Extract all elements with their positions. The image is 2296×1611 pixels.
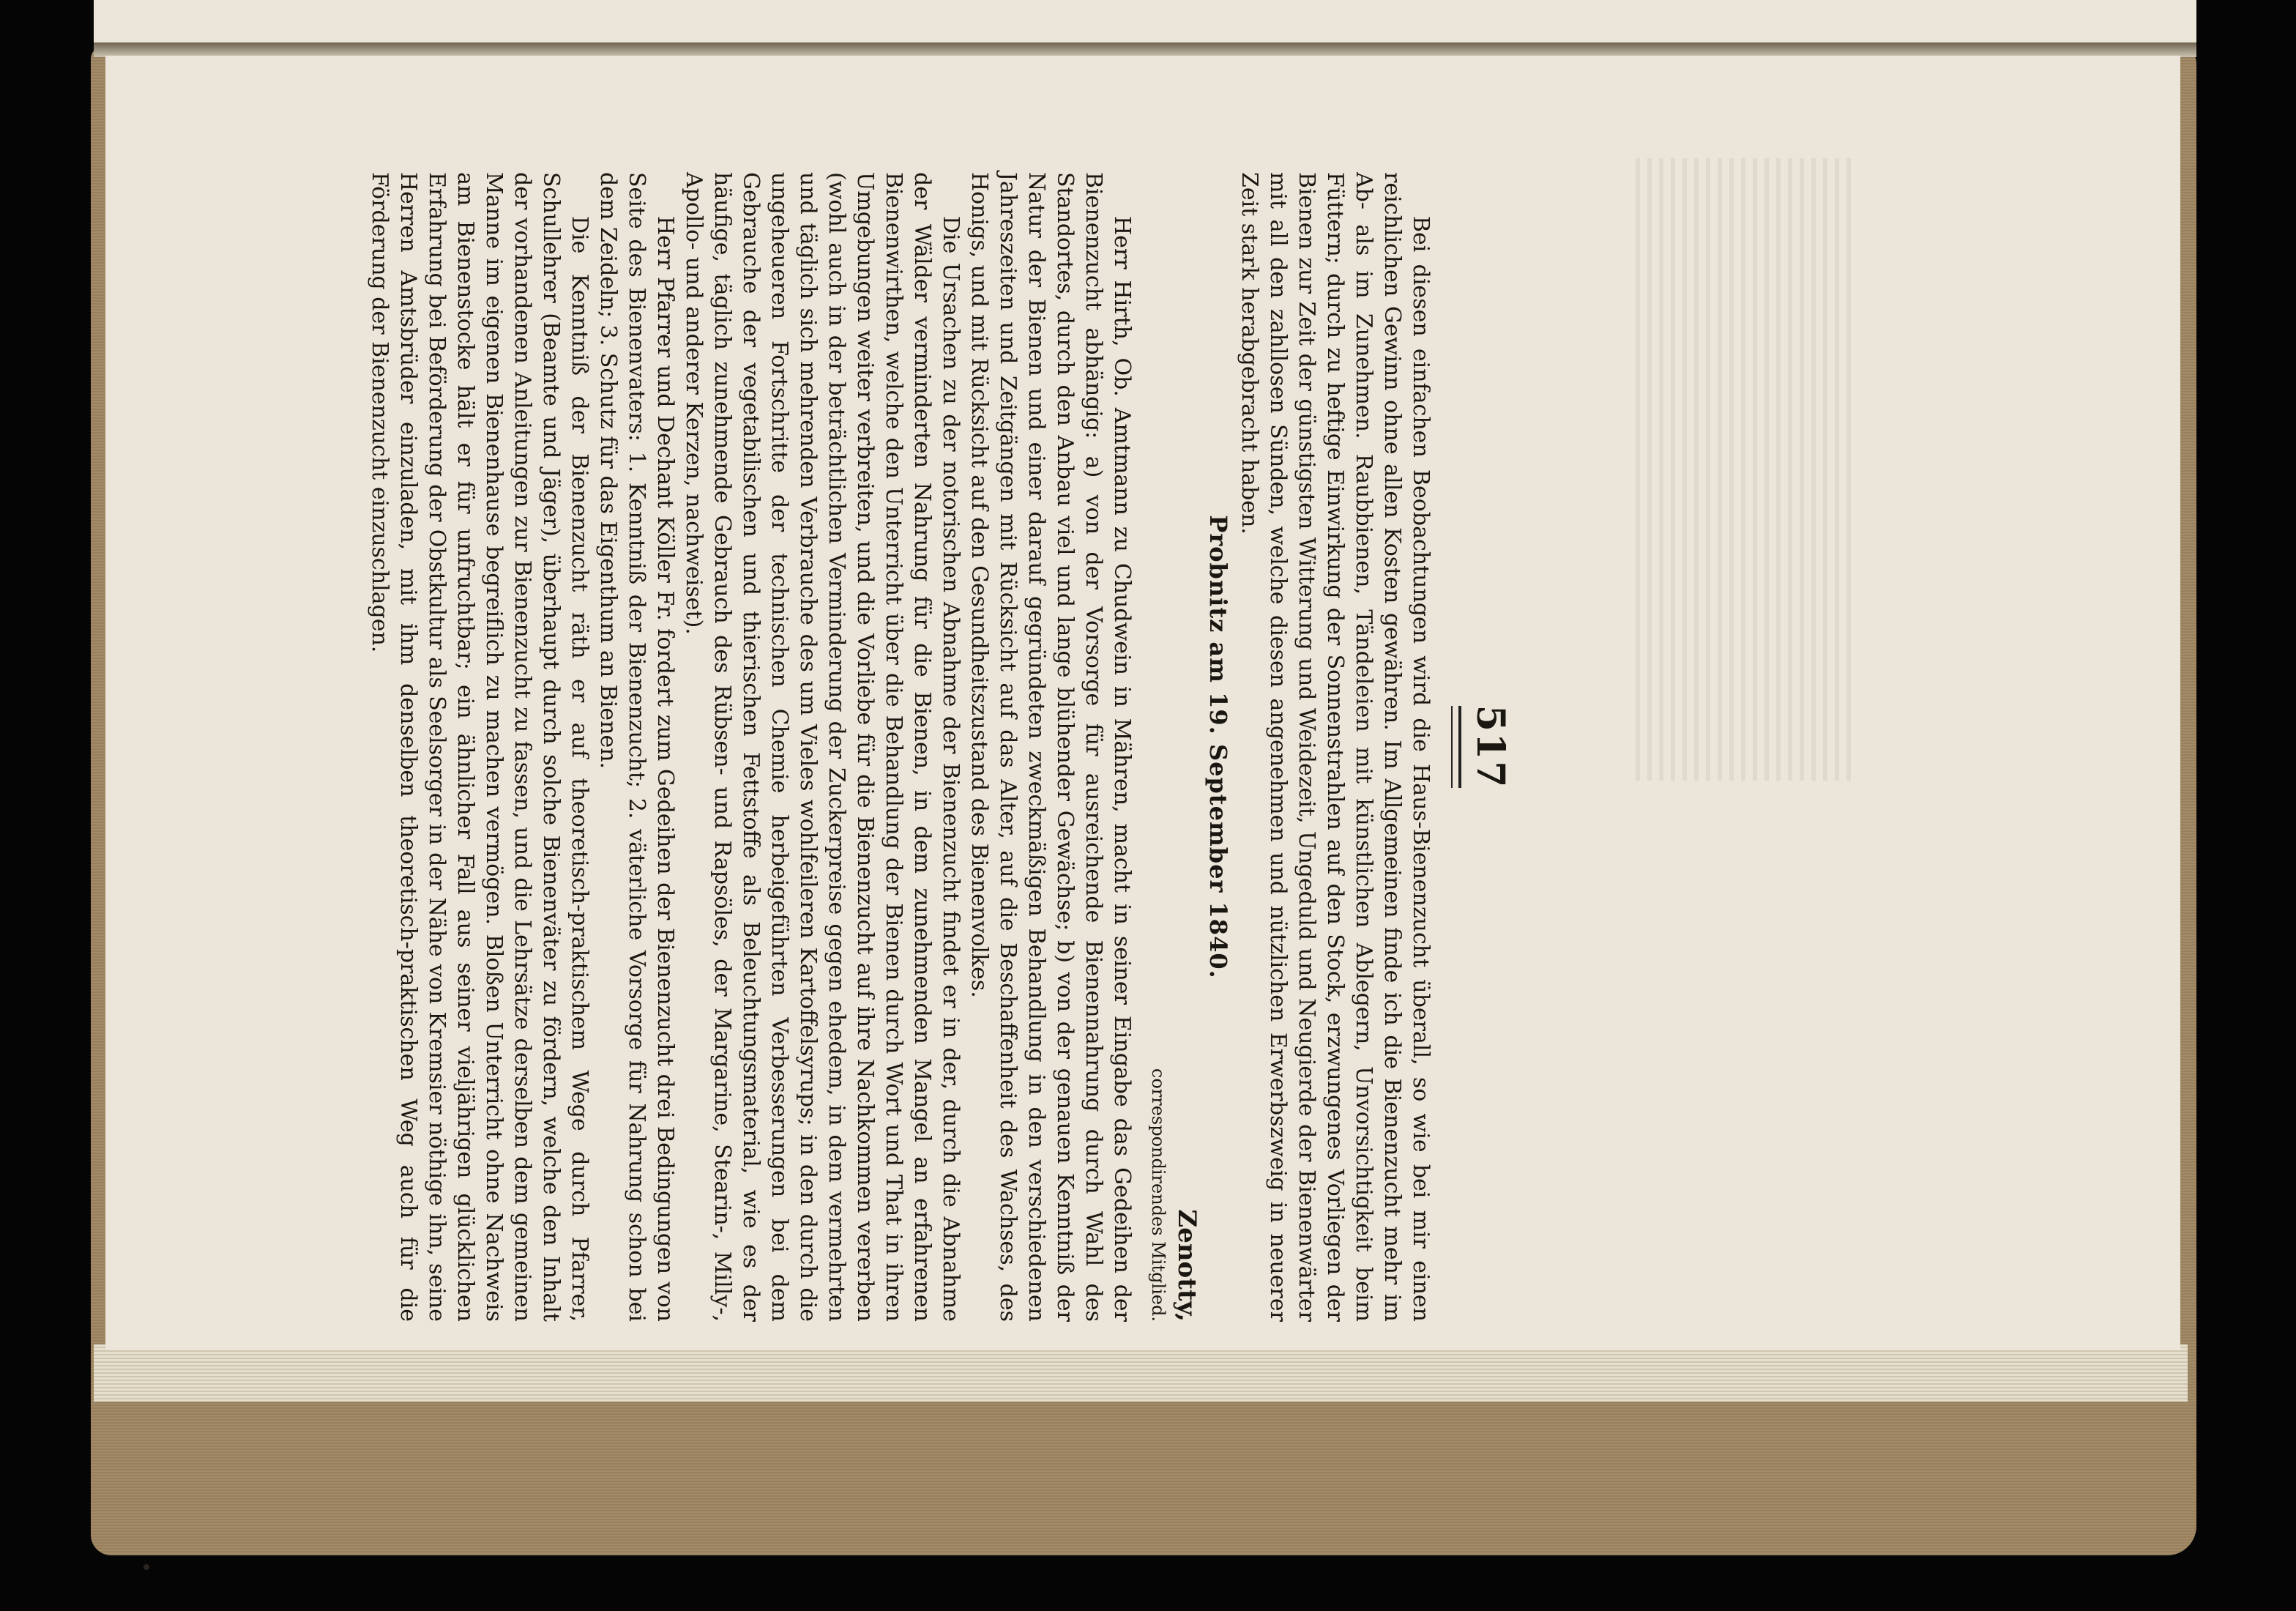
show-through-text [1636, 158, 1855, 781]
paragraph-causes: Die Ursachen zu der notorischen Abnahme der Bienenzucht findet er in der, durch die Abnahme der Wälder verminderten Nahrung für die Bienen, in dem zunehmenden Mangel an erfahrenen Bienenwirthen, welche den Unterricht über die Behandlung der Bienen durch Wort und That in ihren Umgebungen weiter verbreiten, und die Vorliebe für die Bienenzucht auf ihre Nachkommen vererben (wohl auch in der beträchtlichen Verminderung der Zuckerpreise gegen ehedem, in dem vermehrten und täglich sich mehrenden Verbrauche des um Vieles wohlfeileren Kartoffelsyrups; in den durch die ungeheueren Fortschritte der technischen Chemie herbeigeführten Verbesserungen bei dem Gebrauche der vegetabilischen und thierischen Fettstoffe als Beleuchtungsmaterial, wie es der häufige, täglich zunehmende Gebrauch des Rübsen- und Rapsöles, der Margarine, Stearin-, Milly-, Apollo- und anderer Kerzen, nachweiset). [681, 172, 963, 1322]
cover-rivet [144, 1564, 149, 1570]
page-number: 517 [1468, 704, 1513, 789]
header-rule [1458, 706, 1461, 788]
previous-page-edge [94, 0, 2196, 44]
book-gutter [94, 42, 2196, 57]
text-block [245, 172, 1513, 1322]
paragraph-koeller: Herr Pfarrer und Dechant Köller Fr. fordert zum Gedeihen der Bienenzucht drei Bedingungen von Seite des Bienenvaters: 1. Kenntniß der Bienenzucht; 2. väterliche Vorsorge für Nahrung schon bei dem Zeideln; 3. Schutz für das Eigenthum an Bienen. [595, 172, 678, 1322]
dateline: Probnitz am 19. September 1840. [1204, 515, 1232, 979]
signer-role: correspondirendes Mitglied. [1148, 1068, 1168, 1322]
paragraph-observations: Bei diesen einfachen Beobachtungen wird die Haus-Bienenzucht überall, so wie bei mir einen reichlichen Gewinn ohne allen Kosten gewähren. Im Allgemeinen finde ich die Bienenzucht mehr im Ab- als im Zunehmen. Raubbienen, Tändeleien mit künstlichen Ablegern, Unvorsichtigkeit beim Füttern; durch zu heftige Einwirkung der Sonnenstrahlen auf den Stock, erzwungenes Vorliegen der Bienen zur Zeit der günstigsten Witterung und Weidezeit, Ungeduld und Neugierde der Bienenwärter mit all den zahllosen Sünden, welche diesen angenehmen und nützlichen Erwerbszweig in neuerer Zeit stark herabgebracht haben. [1237, 172, 1434, 1322]
paragraph-knowledge: Die Kenntniß der Bienenzucht räth er auf theoretisch-praktischem Wege durch Pfarrer, Schullehrer (Beamte und Jäger), überhaupt durch solche Bienenväter zu fördern, welche den Inhalt der vorhandenen Anleitungen zur Bienenzucht zu fassen, und die Lehrsätze derselben dem gemeinen Manne im eigenen Bienenhause begreiflich zu machen vermögen. Bloßen Unterricht ohne Nachweis am Bienenstocke hält er für unfruchtbar; ein ähnlicher Fall aus seiner vieljährigen glücklichen Erfahrung bei Beförderung der Obstkultur als Seelsorger in der Nähe von Kremsier nöthige ihn, seine Herren Amtsbrüder einzuladen, mit ihm denselben theoretisch-praktischen Weg auch für die Förderung der Bienenzucht einzuschlagen. [367, 172, 592, 1322]
header-rule-thin [1451, 706, 1453, 788]
signer-name: Zenotty, [1172, 1209, 1201, 1322]
paragraph-hirth: Herr Hirth, Ob. Amtmann zu Chudwein in Mähren, macht in seiner Eingabe das Gedeihen der Bienenzucht abhängig: a) von der Vorsorge für ausreichende Bienennahrung durch Wahl des Standortes, durch den Anbau viel und lange blühender Gewächse; b) von der genauen Kenntniß der Natur der Bienen und einer darauf gegründeten zweckmäßigen Behandlung in den verschiedenen Jahreszeiten und Zeitgängen mit Rücksicht auf das Alter, auf die Beschaffenheit des Wachses, des Honigs, und mit Rücksicht auf den Gesundheitszustand des Bienenvolkes. [966, 172, 1135, 1322]
page-fore-edge [94, 1344, 2188, 1402]
